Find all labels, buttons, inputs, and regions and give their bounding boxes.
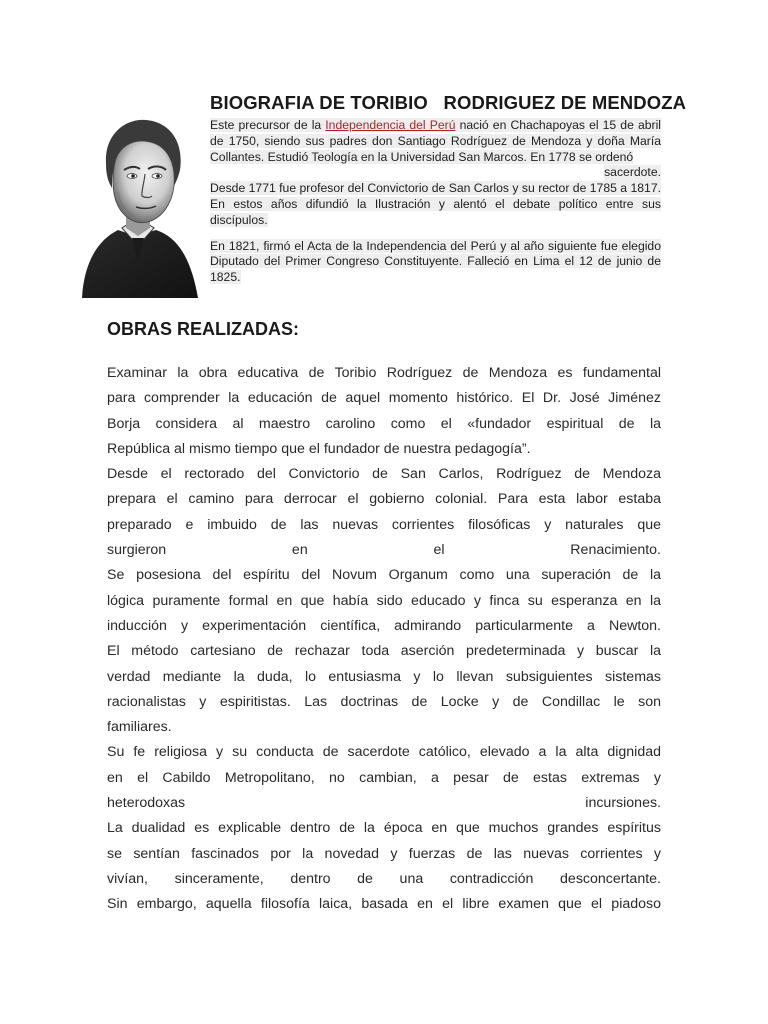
body-line: Se posesiona del espíritu del Novum Organum como una superación de la: [107, 567, 661, 584]
portrait-image: [78, 112, 202, 298]
body-line: El método cartesiano de rechazar toda aserción predeterminada y buscar la: [107, 643, 661, 660]
intro-paragraph-2: Desde 1771 fue profesor del Convictorio de San Carlos y su rector de 1785 a 1817. En estos años difundió la Ilustración y alentó el debate político entre sus discípulos.: [210, 181, 661, 227]
body-text: [107, 361, 661, 918]
body-line: lógica puramente formal en que había sido educado y finca su esperanza en la: [107, 592, 661, 609]
body-line: La dualidad es explicable dentro de la época en que muchos grandes espíritus: [107, 820, 661, 837]
page-title: BIOGRAFIA DE TORIBIO RODRIGUEZ DE MENDOZA: [210, 92, 687, 113]
body-line: en el Cabildo Metropolitano, no cambian, a pesar de estas extremas y: [107, 769, 661, 786]
body-line: familiares.: [107, 719, 172, 736]
body-line: prepara el camino para derrocar el gobierno colonial. Para esta labor estaba: [107, 491, 661, 508]
intro-section: [210, 118, 661, 296]
body-line: racionalistas y espiritistas. Las doctrinas de Locke y de Condillac le son: [107, 693, 661, 710]
body-line: Borja considera al maestro carolino como el «fundador espiritual de la: [107, 415, 661, 432]
body-line: Su fe religiosa y su conducta de sacerdote católico, elevado a la alta dignidad: [107, 744, 661, 761]
independencia-link[interactable]: Independencia del Perú: [325, 118, 456, 132]
body-line: verdad mediante la duda, lo entusiasma y lo llevan subsiguientes sistemas: [107, 668, 661, 685]
body-line: se sentían fascinados por la novedad y fuerzas de las nuevas corrientes y: [107, 845, 661, 862]
body-line: inducción y experimentación científica, admirando particularmente a Newton.: [107, 617, 661, 634]
section-heading: OBRAS REALIZADAS:: [107, 319, 299, 339]
intro-paragraph-3: En 1821, firmó el Acta de la Independencia del Perú y al año siguiente fue elegido Diputado del Primer Congreso Constituyente. Falleció en Lima el 12 de junio de 1825.: [210, 238, 661, 285]
body-line: para comprender la educación de aquel momento histórico. El Dr. José Jiménez: [107, 390, 661, 407]
body-line: Sin embargo, aquella filosofía laica, basada en el libre examen que el piadoso: [107, 896, 661, 913]
intro-text: sacerdote.: [604, 165, 661, 180]
intro-paragraph-1: [210, 118, 661, 180]
body-line: Examinar la obra educativa de Toribio Rodríguez de Mendoza es fundamental: [107, 365, 661, 381]
intro-text: nació en Chachapoyas el 15 de abril de 1750, siendo sus padres don Santiago Rodríguez de Mendoza y doña María Collantes. Estudió Teología en la Universidad San Marcos. En 1778 se ordenó: [210, 118, 661, 164]
body-line: República al mismo tiempo que el fundador de nuestra pedagogía”.: [107, 440, 531, 457]
body-line: surgieron en el Renacimiento.: [107, 542, 661, 559]
body-line: heterodoxas incursiones.: [107, 795, 661, 812]
body-line: preparado e imbuido de las nuevas corrientes filosóficas y naturales que: [107, 516, 661, 533]
body-line: vivían, sinceramente, dentro de una contradicción desconcertante.: [107, 870, 661, 887]
body-line: Desde el rectorado del Convictorio de San Carlos, Rodríguez de Mendoza: [107, 466, 661, 483]
intro-text: Este precursor de la: [210, 118, 326, 132]
